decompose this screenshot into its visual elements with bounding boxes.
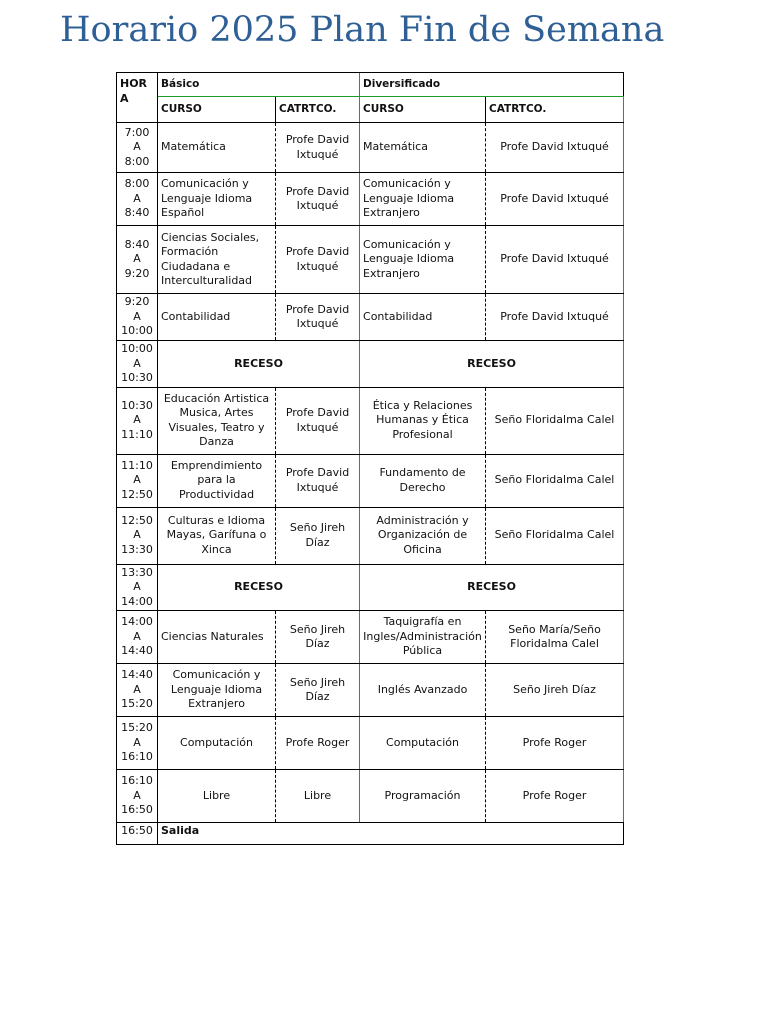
basico-catedratico-cell: Seño Jireh Díaz — [276, 664, 360, 717]
hora-cell: 15:20 A 16:10 — [117, 717, 158, 770]
basico-catedratico-cell: Profe Roger — [276, 717, 360, 770]
basico-curso-cell: Computación — [158, 717, 276, 770]
diversificado-catedratico-cell: Profe David Ixtuqué — [486, 226, 624, 294]
hora-cell: 14:40 A 15:20 — [117, 664, 158, 717]
page-title: Horario 2025 Plan Fin de Semana — [60, 10, 665, 50]
schedule-row — [117, 226, 624, 294]
hora-cell: 8:00 A 8:40 — [117, 173, 158, 226]
hora-cell: 7:00 A 8:00 — [117, 123, 158, 173]
schedule-row — [117, 454, 624, 507]
receso-basico: RECESO — [158, 341, 360, 388]
header-basico-curso: CURSO — [158, 97, 276, 123]
salida-label: Salida — [158, 823, 624, 845]
schedule-row — [117, 770, 624, 823]
basico-curso-cell: Ciencias Sociales, Formación Ciudadana e Interculturalidad — [158, 226, 276, 294]
header-basico-catrtco: CATRTCO. — [276, 97, 360, 123]
schedule-header — [117, 73, 624, 123]
header-diversificado-curso: CURSO — [360, 97, 486, 123]
basico-catedratico-cell: Profe David Ixtuqué — [276, 173, 360, 226]
schedule-row — [117, 173, 624, 226]
diversificado-catedratico-cell: Profe David Ixtuqué — [486, 294, 624, 341]
receso-basico: RECESO — [158, 564, 360, 611]
diversificado-catedratico-cell: Seño Floridalma Calel — [486, 507, 624, 564]
diversificado-catedratico-cell: Profe David Ixtuqué — [486, 123, 624, 173]
schedule-row — [117, 507, 624, 564]
basico-curso-cell: Matemática — [158, 123, 276, 173]
diversificado-curso-cell: Inglés Avanzado — [360, 664, 486, 717]
schedule-body — [117, 123, 624, 823]
basico-catedratico-cell: Profe David Ixtuqué — [276, 123, 360, 173]
diversificado-curso-cell: Taquigrafía en Ingles/Administración Pública — [360, 611, 486, 664]
schedule-table — [116, 72, 624, 845]
basico-curso-cell: Culturas e Idioma Mayas, Garífuna o Xinca — [158, 507, 276, 564]
basico-curso-cell: Comunicación y Lenguaje Idioma Extranjero — [158, 664, 276, 717]
diversificado-curso-cell: Matemática — [360, 123, 486, 173]
diversificado-curso-cell: Fundamento de Derecho — [360, 454, 486, 507]
basico-curso-cell: Educación Artistica Musica, Artes Visuales, Teatro y Danza — [158, 387, 276, 454]
receso-row — [117, 564, 624, 611]
schedule-row — [117, 387, 624, 454]
diversificado-curso-cell: Contabilidad — [360, 294, 486, 341]
diversificado-curso-cell: Comunicación y Lenguaje Idioma Extranjero — [360, 173, 486, 226]
basico-catedratico-cell: Profe David Ixtuqué — [276, 226, 360, 294]
hora-cell: 12:50 A 13:30 — [117, 507, 158, 564]
hora-cell: 11:10 A 12:50 — [117, 454, 158, 507]
schedule-row — [117, 717, 624, 770]
diversificado-curso-cell: Programación — [360, 770, 486, 823]
hora-cell: 9:20 A 10:00 — [117, 294, 158, 341]
receso-diversificado: RECESO — [360, 341, 624, 388]
basico-catedratico-cell: Seño Jireh Díaz — [276, 507, 360, 564]
hora-cell: 13:30 A 14:00 — [117, 564, 158, 611]
basico-curso-cell: Ciencias Naturales — [158, 611, 276, 664]
basico-catedratico-cell: Seño Jireh Díaz — [276, 611, 360, 664]
diversificado-catedratico-cell: Seño Jireh Díaz — [486, 664, 624, 717]
diversificado-catedratico-cell: Profe Roger — [486, 717, 624, 770]
basico-catedratico-cell: Libre — [276, 770, 360, 823]
diversificado-curso-cell: Ética y Relaciones Humanas y Ética Profesional — [360, 387, 486, 454]
basico-curso-cell: Comunicación y Lenguaje Idioma Español — [158, 173, 276, 226]
hora-cell: 14:00 A 14:40 — [117, 611, 158, 664]
diversificado-catedratico-cell: Seño Floridalma Calel — [486, 454, 624, 507]
diversificado-curso-cell: Administración y Organización de Oficina — [360, 507, 486, 564]
basico-curso-cell: Emprendimiento para la Productividad — [158, 454, 276, 507]
salida-row — [117, 823, 624, 845]
header-hora: HOR A — [117, 73, 158, 123]
header-diversificado-catrtco: CATRTCO. — [486, 97, 624, 123]
schedule-row — [117, 123, 624, 173]
hora-cell: 10:30 A 11:10 — [117, 387, 158, 454]
diversificado-curso-cell: Comunicación y Lenguaje Idioma Extranjero — [360, 226, 486, 294]
receso-row — [117, 341, 624, 388]
hora-cell: 8:40 A 9:20 — [117, 226, 158, 294]
receso-diversificado: RECESO — [360, 564, 624, 611]
header-diversificado: Diversificado — [360, 73, 624, 97]
schedule-row — [117, 294, 624, 341]
hora-cell: 10:00 A 10:30 — [117, 341, 158, 388]
diversificado-catedratico-cell: Profe David Ixtuqué — [486, 173, 624, 226]
diversificado-curso-cell: Computación — [360, 717, 486, 770]
hora-cell: 16:10 A 16:50 — [117, 770, 158, 823]
diversificado-catedratico-cell: Profe Roger — [486, 770, 624, 823]
diversificado-catedratico-cell: Seño Floridalma Calel — [486, 387, 624, 454]
schedule-row — [117, 664, 624, 717]
header-basico: Básico — [158, 73, 360, 97]
basico-catedratico-cell: Profe David Ixtuqué — [276, 454, 360, 507]
schedule-row — [117, 611, 624, 664]
salida-hora: 16:50 — [117, 823, 158, 845]
basico-curso-cell: Contabilidad — [158, 294, 276, 341]
diversificado-catedratico-cell: Seño María/Seño Floridalma Calel — [486, 611, 624, 664]
basico-catedratico-cell: Profe David Ixtuqué — [276, 387, 360, 454]
basico-curso-cell: Libre — [158, 770, 276, 823]
basico-catedratico-cell: Profe David Ixtuqué — [276, 294, 360, 341]
